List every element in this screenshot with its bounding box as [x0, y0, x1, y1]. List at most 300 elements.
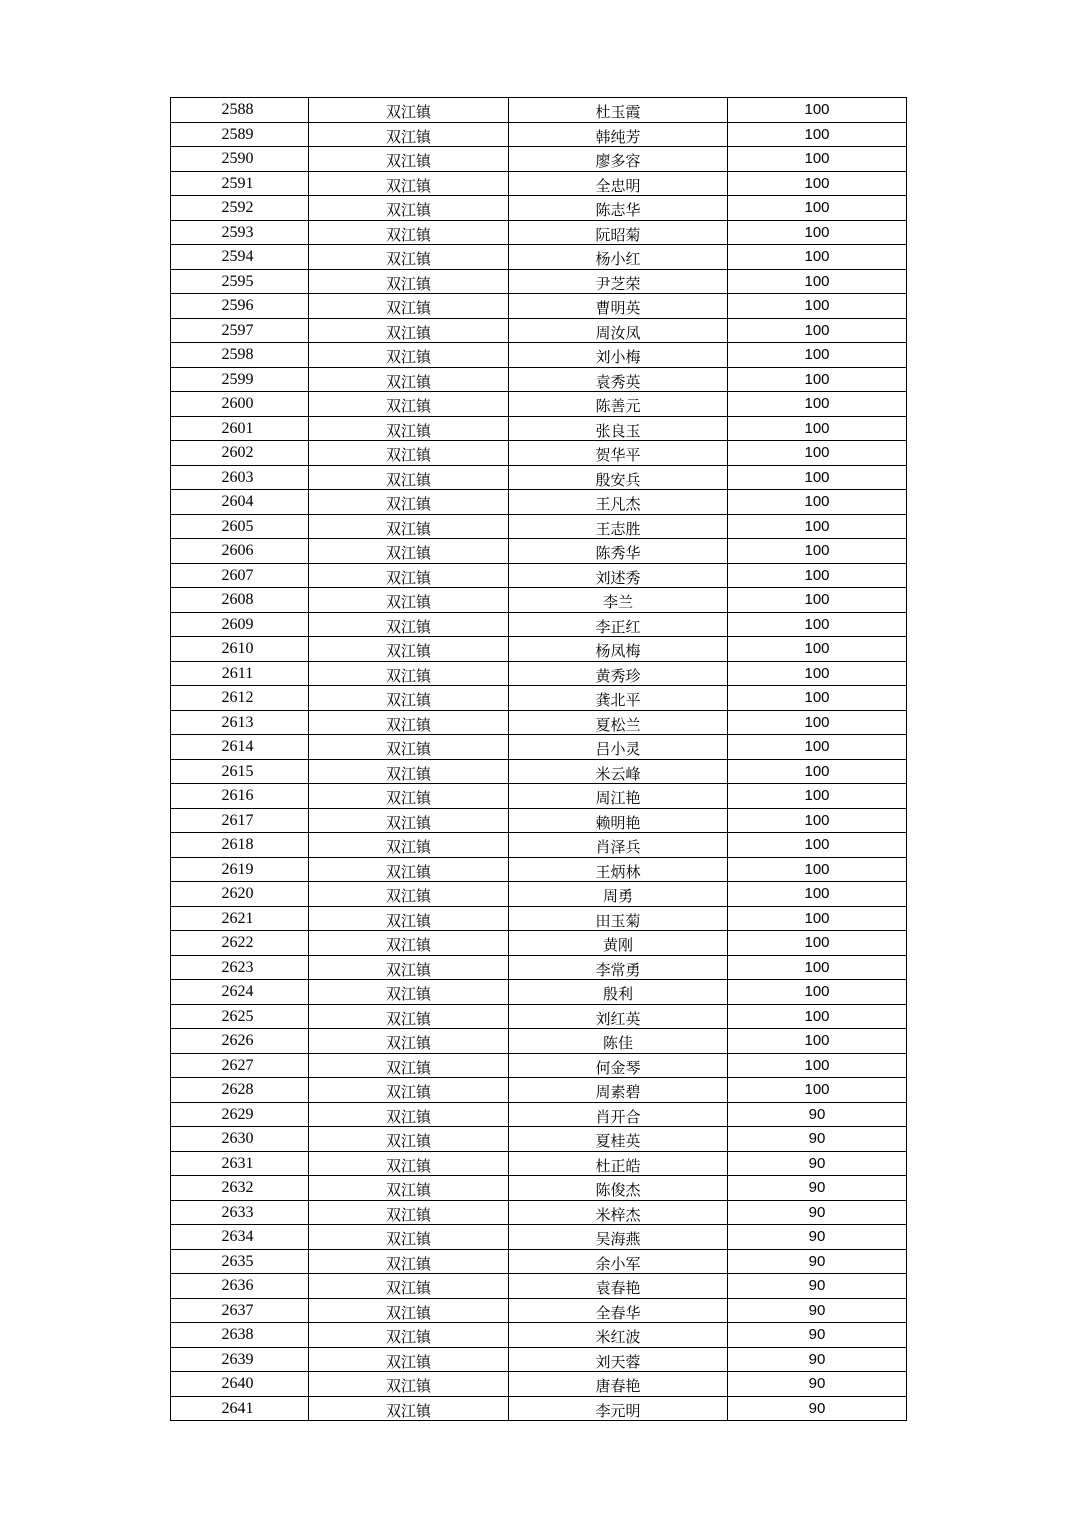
town-cell [309, 563, 509, 588]
town-cell-text: 双江镇 [385, 446, 431, 464]
row-number-cell [171, 1127, 309, 1152]
town-cell-text: 双江镇 [385, 421, 431, 440]
name-cell [509, 1151, 728, 1176]
row-number-cell [171, 686, 309, 711]
table-row [171, 563, 907, 588]
town-cell [309, 441, 509, 466]
name-cell-text: 尹芝荣 [595, 274, 641, 293]
name-cell [509, 98, 728, 123]
amount-cell [728, 882, 907, 907]
amount-cell-text: 90 [808, 1203, 826, 1221]
name-cell [509, 392, 728, 417]
town-cell-text: 双江镇 [385, 1352, 431, 1371]
name-cell-text: 袁春艳 [595, 1279, 641, 1297]
town-cell [309, 931, 509, 956]
amount-cell-text: 100 [804, 493, 830, 510]
amount-cell [728, 1249, 907, 1274]
row-number-cell-text: 2595 [221, 272, 254, 290]
amount-cell [728, 367, 907, 392]
amount-cell [728, 147, 907, 172]
table-row [171, 833, 907, 858]
amount-cell-text: 100 [804, 174, 830, 192]
town-cell [309, 98, 509, 123]
amount-cell [728, 294, 907, 319]
amount-cell-text: 100 [804, 811, 830, 829]
name-cell-text: 王志胜 [595, 519, 641, 538]
name-cell-text: 王凡杰 [595, 495, 641, 513]
name-cell [509, 980, 728, 1005]
town-cell [309, 269, 509, 294]
row-number-cell [171, 1200, 309, 1225]
town-cell-text: 双江镇 [385, 960, 431, 979]
row-number-cell [171, 882, 309, 907]
amount-cell [728, 122, 907, 147]
name-cell-text: 张良玉 [595, 421, 641, 440]
row-number-cell [171, 1225, 309, 1250]
row-number-cell [171, 1078, 309, 1103]
table-row [171, 171, 907, 196]
town-cell-text: 双江镇 [385, 666, 431, 685]
table-row [171, 661, 907, 686]
name-cell [509, 490, 728, 515]
name-cell [509, 318, 728, 343]
table-row [171, 1176, 907, 1201]
name-cell-text: 贺华平 [595, 446, 641, 464]
town-cell [309, 294, 509, 319]
name-cell [509, 857, 728, 882]
row-number-cell [171, 294, 309, 319]
table-row [171, 1225, 907, 1250]
town-cell-text: 双江镇 [385, 1058, 431, 1077]
name-cell [509, 563, 728, 588]
town-cell [309, 1396, 509, 1421]
amount-cell-text: 100 [804, 566, 830, 584]
name-cell [509, 465, 728, 490]
town-cell-text: 双江镇 [385, 250, 431, 268]
town-cell [309, 637, 509, 662]
name-cell-text: 刘红英 [595, 1009, 641, 1028]
name-cell-text: 米红波 [595, 1328, 641, 1346]
name-cell-text: 夏松兰 [595, 715, 641, 734]
amount-cell [728, 833, 907, 858]
table-row [171, 245, 907, 270]
name-cell-text: 何金琴 [595, 1058, 641, 1077]
amount-cell-text: 100 [804, 272, 830, 290]
name-cell-text: 李常勇 [595, 960, 641, 979]
town-cell-text: 双江镇 [385, 1034, 431, 1052]
table-row [171, 612, 907, 637]
name-cell [509, 661, 728, 686]
town-cell-text: 双江镇 [385, 985, 431, 1003]
town-cell [309, 710, 509, 735]
row-number-cell-text: 2635 [221, 1252, 254, 1270]
name-cell-text: 米云峰 [595, 764, 641, 783]
town-cell [309, 955, 509, 980]
amount-cell-text: 90 [808, 1154, 826, 1172]
table-row [171, 1249, 907, 1274]
amount-cell [728, 955, 907, 980]
table-row [171, 1151, 907, 1176]
name-cell-text: 黄刚 [602, 936, 633, 954]
table-row [171, 98, 907, 123]
name-cell [509, 171, 728, 196]
row-number-cell [171, 196, 309, 221]
town-cell-text: 双江镇 [385, 1132, 431, 1150]
amount-cell-text: 100 [804, 542, 830, 559]
table-row [171, 294, 907, 319]
name-cell-text: 刘述秀 [595, 568, 641, 587]
amount-cell-text: 100 [804, 1081, 830, 1098]
row-number-cell-text: 2604 [221, 493, 254, 510]
table-row [171, 1372, 907, 1397]
table-row [171, 1029, 907, 1054]
row-number-cell-text: 2620 [221, 885, 254, 902]
amount-cell [728, 1029, 907, 1054]
table-row [171, 539, 907, 564]
name-cell-text: 唐春艳 [595, 1377, 641, 1395]
town-cell-text: 双江镇 [385, 127, 431, 146]
town-cell [309, 1274, 509, 1299]
row-number-cell-text: 2637 [221, 1301, 254, 1319]
amount-cell [728, 1396, 907, 1421]
name-cell [509, 710, 728, 735]
row-number-cell-text: 2607 [221, 566, 254, 584]
name-cell [509, 931, 728, 956]
amount-cell-text: 90 [808, 1228, 826, 1245]
town-cell-text: 双江镇 [385, 1254, 431, 1273]
row-number-cell-text: 2592 [221, 199, 254, 216]
row-number-cell-text: 2627 [221, 1056, 254, 1074]
row-number-cell-text: 2636 [221, 1277, 254, 1294]
row-number-cell-text: 2606 [221, 542, 254, 559]
table-row [171, 808, 907, 833]
row-number-cell-text: 2632 [221, 1179, 254, 1196]
amount-cell-text: 100 [804, 934, 830, 951]
town-cell-text: 双江镇 [385, 176, 431, 195]
row-number-cell-text: 2605 [221, 517, 254, 535]
table-row [171, 1078, 907, 1103]
name-cell [509, 441, 728, 466]
table-row [171, 637, 907, 662]
name-cell [509, 1102, 728, 1127]
table-row [171, 1323, 907, 1348]
town-cell-text: 双江镇 [385, 838, 431, 856]
name-cell [509, 686, 728, 711]
name-cell-text: 周江艳 [595, 789, 641, 807]
town-cell [309, 171, 509, 196]
amount-cell-text: 100 [804, 860, 830, 878]
amount-cell-text: 100 [804, 1032, 830, 1049]
row-number-cell-text: 2612 [221, 689, 254, 706]
town-cell [309, 367, 509, 392]
row-number-cell [171, 931, 309, 956]
table-row [171, 759, 907, 784]
row-number-cell [171, 98, 309, 123]
town-cell [309, 1029, 509, 1054]
table-row [171, 710, 907, 735]
amount-cell-text: 90 [808, 1277, 826, 1294]
amount-cell [728, 441, 907, 466]
town-cell-text: 双江镇 [385, 152, 431, 170]
town-cell-text: 双江镇 [385, 519, 431, 538]
amount-cell [728, 539, 907, 564]
row-number-cell [171, 171, 309, 196]
row-number-cell [171, 122, 309, 147]
row-number-cell [171, 637, 309, 662]
town-cell-text: 双江镇 [385, 1107, 431, 1126]
name-cell [509, 1127, 728, 1152]
town-cell-text: 双江镇 [385, 911, 431, 930]
row-number-cell [171, 1151, 309, 1176]
row-number-cell-text: 2610 [221, 640, 254, 657]
town-cell [309, 857, 509, 882]
row-number-cell [171, 465, 309, 490]
table-row [171, 441, 907, 466]
roster-table-body [171, 98, 907, 1421]
amount-cell [728, 269, 907, 294]
amount-cell [728, 1078, 907, 1103]
name-cell [509, 784, 728, 809]
name-cell [509, 1200, 728, 1225]
table-row [171, 318, 907, 343]
row-number-cell-text: 2626 [221, 1032, 254, 1049]
town-cell-text: 双江镇 [385, 103, 431, 121]
row-number-cell [171, 784, 309, 809]
name-cell [509, 906, 728, 931]
name-cell [509, 612, 728, 637]
row-number-cell [171, 612, 309, 637]
amount-cell [728, 1151, 907, 1176]
name-cell [509, 1029, 728, 1054]
town-cell [309, 1151, 509, 1176]
table-row [171, 490, 907, 515]
town-cell [309, 1225, 509, 1250]
name-cell-text: 陈秀华 [595, 544, 641, 562]
town-cell-text: 双江镇 [385, 1181, 431, 1199]
name-cell [509, 1176, 728, 1201]
amount-cell-text: 100 [804, 713, 830, 731]
row-number-cell-text: 2599 [221, 370, 254, 388]
amount-cell-text: 100 [804, 370, 830, 388]
amount-cell [728, 710, 907, 735]
name-cell [509, 220, 728, 245]
town-cell [309, 147, 509, 172]
name-cell [509, 343, 728, 368]
amount-cell [728, 1225, 907, 1250]
amount-cell [728, 588, 907, 613]
amount-cell-text: 90 [808, 1130, 826, 1147]
town-cell [309, 1298, 509, 1323]
name-cell-text: 米梓杰 [595, 1205, 641, 1224]
town-cell-text: 双江镇 [385, 862, 431, 881]
amount-cell [728, 220, 907, 245]
row-number-cell [171, 245, 309, 270]
name-cell [509, 1396, 728, 1421]
name-cell-text: 周勇 [602, 887, 633, 905]
amount-cell-text: 100 [804, 248, 830, 265]
amount-cell-text: 100 [804, 395, 830, 412]
amount-cell [728, 245, 907, 270]
town-cell-text: 双江镇 [385, 1205, 431, 1224]
row-number-cell-text: 2609 [221, 615, 254, 633]
row-number-cell [171, 1029, 309, 1054]
town-cell-text: 双江镇 [385, 642, 431, 660]
row-number-cell [171, 367, 309, 392]
row-number-cell [171, 906, 309, 931]
name-cell-text: 黄秀珍 [595, 666, 641, 685]
amount-cell-text: 100 [804, 1056, 830, 1074]
table-row [171, 343, 907, 368]
amount-cell [728, 1274, 907, 1299]
amount-cell-text: 100 [804, 444, 830, 461]
table-row [171, 1298, 907, 1323]
row-number-cell [171, 1176, 309, 1201]
row-number-cell-text: 2590 [221, 150, 254, 167]
amount-cell [728, 1004, 907, 1029]
row-number-cell [171, 1053, 309, 1078]
town-cell-text: 双江镇 [385, 691, 431, 709]
town-cell [309, 833, 509, 858]
table-row [171, 1102, 907, 1127]
amount-cell-text: 100 [804, 885, 830, 902]
table-row [171, 1396, 907, 1421]
name-cell-text: 陈俊杰 [595, 1181, 641, 1199]
amount-cell [728, 735, 907, 760]
row-number-cell [171, 563, 309, 588]
name-cell-text: 曹明英 [595, 299, 641, 317]
amount-cell [728, 392, 907, 417]
name-cell-text: 李兰 [602, 593, 633, 611]
row-number-cell-text: 2598 [221, 346, 254, 363]
town-cell-text: 双江镇 [385, 495, 431, 513]
name-cell-text: 余小军 [595, 1254, 641, 1273]
name-cell [509, 294, 728, 319]
town-cell [309, 588, 509, 613]
name-cell-text: 吴海燕 [595, 1230, 641, 1248]
table-row [171, 269, 907, 294]
town-cell-text: 双江镇 [385, 544, 431, 562]
town-cell [309, 808, 509, 833]
row-number-cell [171, 318, 309, 343]
town-cell-text: 双江镇 [385, 1083, 431, 1101]
row-number-cell-text: 2601 [221, 419, 254, 437]
row-number-cell-text: 2638 [221, 1326, 254, 1343]
table-row [171, 931, 907, 956]
town-cell [309, 980, 509, 1005]
row-number-cell-text: 2622 [221, 934, 254, 951]
amount-cell-text: 90 [808, 1105, 826, 1123]
name-cell-text: 肖泽兵 [595, 838, 641, 856]
table-row [171, 955, 907, 980]
town-cell-text: 双江镇 [385, 764, 431, 783]
town-cell [309, 245, 509, 270]
town-cell-text: 双江镇 [385, 1279, 431, 1297]
town-cell [309, 612, 509, 637]
name-cell [509, 882, 728, 907]
town-cell [309, 220, 509, 245]
name-cell-text: 肖开合 [595, 1107, 641, 1126]
row-number-cell-text: 2618 [221, 836, 254, 853]
row-number-cell-text: 2619 [221, 860, 254, 878]
town-cell [309, 490, 509, 515]
amount-cell-text: 90 [808, 1375, 826, 1392]
amount-cell-text: 100 [804, 640, 830, 657]
name-cell [509, 147, 728, 172]
amount-cell-text: 100 [804, 150, 830, 167]
amount-cell-text: 100 [804, 517, 830, 535]
row-number-cell-text: 2608 [221, 591, 254, 608]
amount-cell [728, 759, 907, 784]
town-cell-text: 双江镇 [385, 201, 431, 219]
amount-cell-text: 100 [804, 223, 830, 241]
town-cell [309, 514, 509, 539]
town-cell [309, 1078, 509, 1103]
name-cell-text: 杜玉霞 [595, 103, 641, 121]
row-number-cell-text: 2591 [221, 174, 254, 192]
name-cell-text: 李元明 [595, 1401, 641, 1420]
amount-cell [728, 906, 907, 931]
amount-cell-text: 100 [804, 762, 830, 780]
amount-cell-text: 90 [808, 1350, 826, 1368]
row-number-cell [171, 269, 309, 294]
amount-cell-text: 100 [804, 101, 830, 118]
amount-cell-text: 100 [804, 615, 830, 633]
amount-cell [728, 1298, 907, 1323]
town-cell-text: 双江镇 [385, 1401, 431, 1420]
row-number-cell [171, 588, 309, 613]
name-cell-text: 陈佳 [602, 1034, 633, 1052]
table-row [171, 1053, 907, 1078]
row-number-cell [171, 833, 309, 858]
amount-cell [728, 1053, 907, 1078]
town-cell [309, 1053, 509, 1078]
row-number-cell-text: 2602 [221, 444, 254, 461]
table-row [171, 686, 907, 711]
name-cell-text: 杨凤梅 [595, 642, 641, 660]
row-number-cell [171, 1102, 309, 1127]
name-cell [509, 1347, 728, 1372]
town-cell-text: 双江镇 [385, 715, 431, 734]
name-cell-text: 殷利 [602, 985, 633, 1003]
town-cell [309, 416, 509, 441]
name-cell-text: 廖多容 [595, 152, 641, 170]
name-cell-text: 周汝凤 [595, 323, 641, 342]
roster-table [170, 97, 907, 1421]
row-number-cell [171, 1396, 309, 1421]
town-cell [309, 1102, 509, 1127]
row-number-cell [171, 980, 309, 1005]
row-number-cell [171, 539, 309, 564]
town-cell [309, 1372, 509, 1397]
amount-cell [728, 661, 907, 686]
table-row [171, 588, 907, 613]
row-number-cell [171, 1347, 309, 1372]
town-cell-text: 双江镇 [385, 1328, 431, 1346]
row-number-cell-text: 2593 [221, 223, 254, 241]
amount-cell [728, 343, 907, 368]
name-cell-text: 袁秀英 [595, 372, 641, 391]
table-row [171, 980, 907, 1005]
table-row [171, 392, 907, 417]
row-number-cell-text: 2600 [221, 395, 254, 412]
name-cell [509, 269, 728, 294]
name-cell [509, 539, 728, 564]
row-number-cell-text: 2631 [221, 1154, 254, 1172]
table-row [171, 367, 907, 392]
name-cell-text: 李正红 [595, 617, 641, 636]
amount-cell [728, 1347, 907, 1372]
row-number-cell [171, 1274, 309, 1299]
